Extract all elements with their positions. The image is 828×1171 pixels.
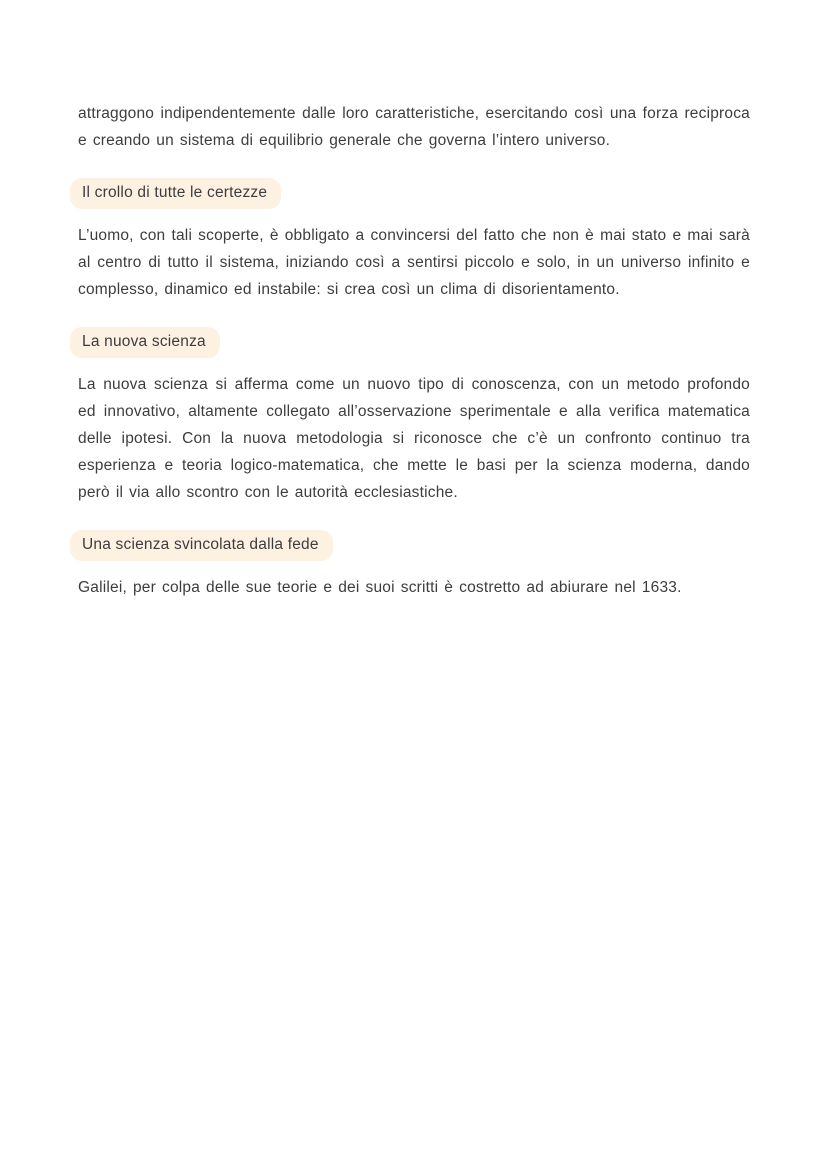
section-body-nuova-scienza: La nuova scienza si afferma come un nuovo tipo di conoscenza, con un metodo profondo ed innovativo, altamente collegato all’osservazione sperimentale e alla verifica matematica delle ipotesi. Con la nuova metodologia si riconosce che c’è un confronto continuo tra esperienza e teoria logico-matematica, che mette le basi per la scienza moderna, dando però il via allo scontro con le autorità ecclesiastiche.	[78, 376, 750, 501]
section-heading-nuova-scienza: La nuova scienza	[70, 327, 220, 358]
section-body-crollo-certezze: L’uomo, con tali scoperte, è obbligato a convincersi del fatto che non è mai stato e mai sarà al centro di tutto il sistema, iniziando così a sentirsi piccolo e solo, in un universo infinito e complesso, dinamico ed instabile: si crea così un clima di disorientamento.	[78, 227, 750, 298]
intro-paragraph: attraggono indipendentemente dalle loro caratteristiche, esercitando così una forza reciproca e creando un sistema di equilibrio generale che governa l’intero universo.	[78, 105, 750, 149]
section-scienza-fede	[78, 530, 750, 601]
section-nuova-scienza	[78, 327, 750, 506]
section-crollo-certezze	[78, 178, 750, 303]
section-heading-crollo-certezze: Il crollo di tutte le certezze	[70, 178, 281, 209]
section-heading-scienza-fede: Una scienza svincolata dalla fede	[70, 530, 333, 561]
section-body-scienza-fede: Galilei, per colpa delle sue teorie e dei suoi scritti è costretto ad abiurare nel 1633.	[78, 579, 682, 596]
